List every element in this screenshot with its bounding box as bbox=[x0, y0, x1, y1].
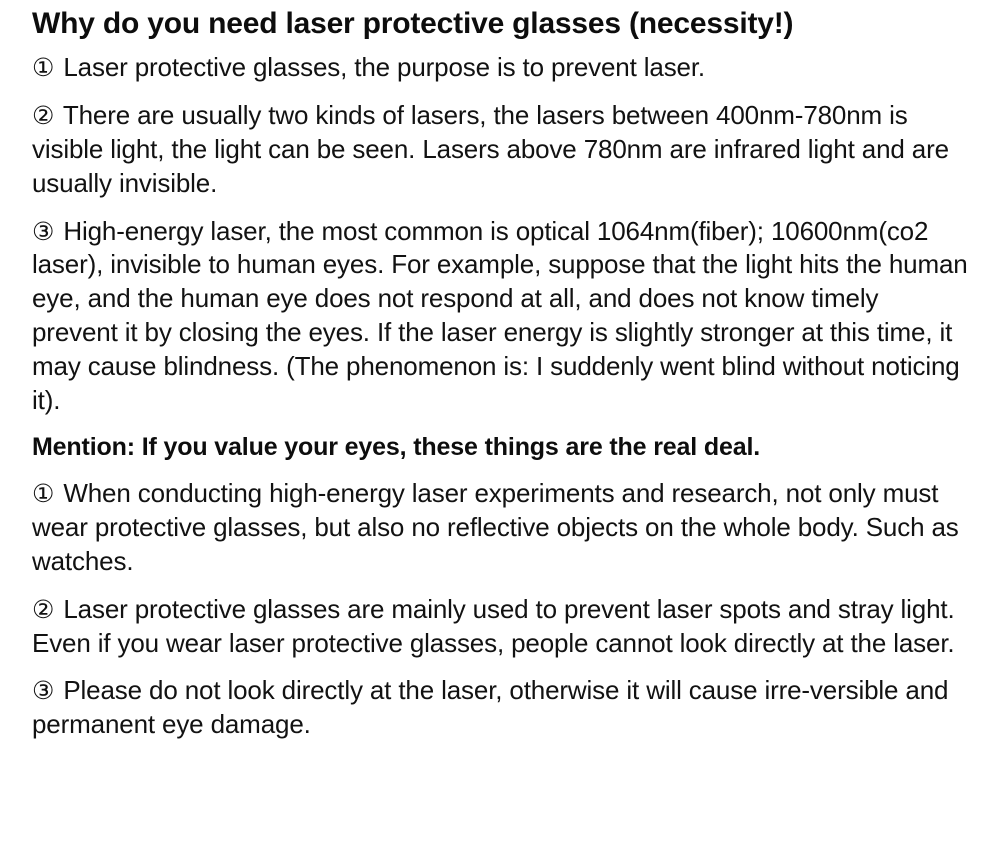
item-marker-circled-2: ② bbox=[32, 595, 55, 624]
list-item bbox=[32, 593, 970, 661]
item-marker-circled-1: ① bbox=[32, 54, 55, 83]
list-item bbox=[32, 674, 970, 742]
item-text: When conducting high-energy laser experiments and research, not only must wear protective glasses, but also no reflective objects on the whole body. Such as watches. bbox=[32, 478, 959, 576]
mention-heading: Mention: If you value your eyes, these things are the real deal. bbox=[32, 433, 761, 462]
item-marker-circled-1: ① bbox=[32, 480, 55, 509]
item-text: Laser protective glasses are mainly used to prevent laser spots and stray light. Even if you wear laser protective glasses, people cannot look directly at the laser. bbox=[32, 593, 955, 658]
item-text: High-energy laser, the most common is optical 1064nm(fiber); 10600nm(co2 laser), invisible to human eyes. For example, suppose that the light hits the human eye, and the human eye does not respond at all, and does not know timely prevent it by closing the eyes. If the laser energy is slightly stronger at this time, it may cause blindness. (The phenomenon is: I suddenly went blind without noticing it). bbox=[32, 215, 968, 415]
item-marker-circled-3: ③ bbox=[32, 677, 55, 706]
list-item bbox=[32, 51, 970, 85]
page-title: Why do you need laser protective glasses (necessity!) bbox=[32, 7, 794, 40]
item-text: Please do not look directly at the laser, otherwise it will cause irre-versible and permanent eye damage. bbox=[32, 675, 949, 740]
item-marker-circled-3: ③ bbox=[32, 217, 55, 246]
item-text: There are usually two kinds of lasers, the lasers between 400nm-780nm is visible light, the light can be seen. Lasers above 780nm are infrared light and are usually invisible. bbox=[32, 100, 949, 198]
list-item bbox=[32, 477, 970, 578]
item-text: Laser protective glasses, the purpose is to prevent laser. bbox=[63, 52, 705, 83]
list-item bbox=[32, 215, 970, 418]
item-marker-circled-2: ② bbox=[32, 102, 55, 131]
list-item bbox=[32, 99, 970, 200]
